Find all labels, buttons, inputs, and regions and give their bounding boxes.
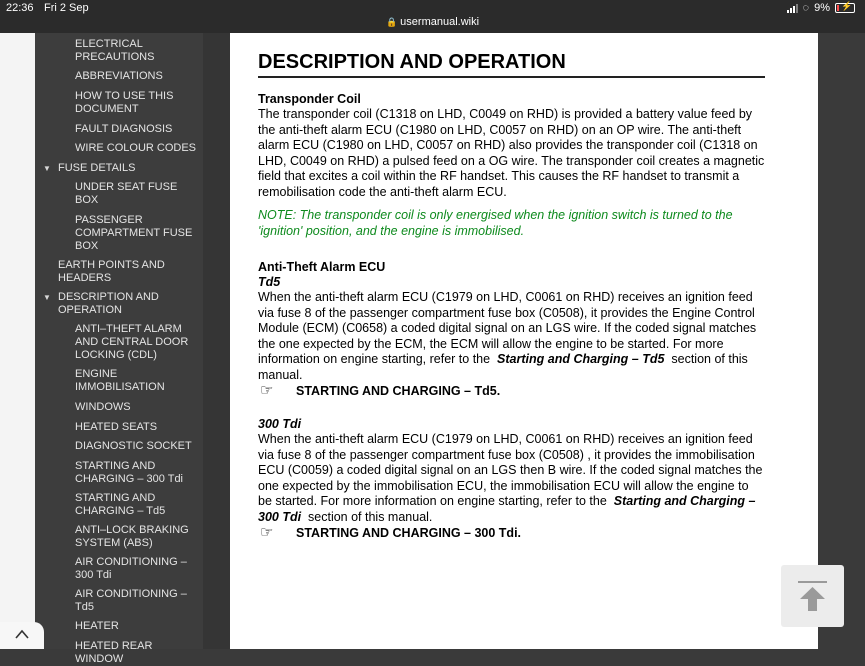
xref-label: STARTING AND CHARGING – 300 Tdi.	[296, 526, 522, 540]
status-indicators	[787, 2, 855, 14]
status-bar	[0, 0, 865, 33]
content-page[interactable]	[230, 33, 818, 649]
tdi-tail: section of this manual.	[308, 509, 433, 524]
toc-item-diagnostic-socket[interactable]: DIAGNOSTIC SOCKET	[75, 440, 192, 452]
link-starting-charging-td5[interactable]: Starting and Charging – Td5	[497, 352, 665, 366]
battery-percent: 9%	[814, 2, 830, 14]
transponder-note: NOTE: The transponder coil is only energised when the ignition switch is turned to the 'ignition' position, and the engine is immobilised.	[258, 208, 733, 238]
cellular-signal-icon	[787, 4, 798, 13]
pointing-hand-icon: ☞	[260, 382, 274, 399]
toc-item-abs[interactable]: ANTI–LOCK BRAKING SYSTEM (ABS)	[75, 524, 189, 549]
pointing-hand-icon: ☞	[260, 524, 274, 541]
sidebar-toc[interactable]	[35, 33, 203, 665]
address-bar[interactable]	[0, 16, 865, 28]
toc-item-air-conditioning-td5[interactable]: AIR CONDITIONING – Td5	[75, 588, 187, 613]
toc-item-starting-charging-300tdi[interactable]: STARTING AND CHARGING – 300 Tdi	[75, 460, 184, 485]
toc-item-under-seat-fuse-box[interactable]: UNDER SEAT FUSE BOX	[75, 181, 178, 206]
transponder-paragraph: The transponder coil (C1318 on LHD, C0049 on RHD) is provided a battery value feed by the anti-theft alarm ECU (C1980 on LHD, C0057 on RHD) on an OP wire. The anti-theft alarm ECU (C1980 on LHD, C0057 on RHD) also provides the transponder coil (C1318 on LHD, C0049 on RHD) a pulsed feed on a OG wire. The transponder coil creates a magnetic field that excites a coil within the RF handset. This causes the RF handset to transmit a remobilisation code the anti-theft alarm ECU.	[258, 107, 765, 199]
tdi-paragraph	[258, 432, 765, 525]
toc-item-anti-theft-alarm[interactable]: ANTI–THEFT ALARM AND CENTRAL DOOR LOCKING (CDL)	[75, 323, 189, 361]
subheading-td5: Td5	[258, 275, 281, 289]
sidebar-divider	[203, 33, 230, 649]
link-starting-charging-300tdi[interactable]: Starting and Charging – 300 Tdi	[258, 494, 756, 524]
article	[258, 51, 765, 541]
toc-item-abbreviations[interactable]: ABBREVIATIONS	[75, 70, 163, 82]
arrow-up-to-top-icon	[798, 581, 827, 611]
section-heading-transponder: Transponder Coil	[258, 92, 361, 106]
status-time: 22:36	[6, 2, 34, 14]
xref-starting-charging-td5[interactable]	[258, 383, 765, 399]
toc-item-fuse-details[interactable]	[35, 162, 203, 175]
page-title: DESCRIPTION AND OPERATION	[258, 51, 765, 78]
caret-down-icon[interactable]: ▼	[43, 164, 51, 173]
toc-item-description-operation[interactable]	[35, 291, 203, 317]
toc-item-heated-rear-window[interactable]: HEATED REAR WINDOW	[75, 640, 153, 665]
toc-item-starting-charging-td5[interactable]: STARTING AND CHARGING – Td5	[75, 492, 166, 517]
td5-paragraph	[258, 290, 765, 383]
toc-item-label: FUSE DETAILS	[58, 162, 136, 174]
toc-item-earth-points[interactable]: EARTH POINTS AND HEADERS	[58, 259, 165, 284]
wifi-icon: ◌	[802, 2, 810, 14]
toc-item-passenger-fuse-box[interactable]: PASSENGER COMPARTMENT FUSE BOX	[75, 214, 193, 252]
battery-icon: ⚡	[835, 3, 855, 13]
toc-item-fault-diagnosis[interactable]: FAULT DIAGNOSIS	[75, 123, 173, 135]
tdi-body: When the anti-theft alarm ECU (C1979 on LHD, C0061 on RHD) receives an ignition feed via fuse 8 of the passenger compartment fuse box (C0508) , it provides the immobilisation ECU (C0059) a coded digital signal on an LGS then B wire. If the coded signal matches the one expected by the immobilisation ECU, the immobilisation ECU will allow the engine to be started. For more information on engine starting, refer to the	[258, 432, 763, 508]
td5-body: When the anti-theft alarm ECU (C1979 on LHD, C0061 on RHD) receives an ignition feed via fuse 8 of the passenger compartment fuse box (C0508), it provides the Engine Control Module (ECM) (C0658) a coded digital signal on an LGS wire. If the coded signal matches the one expected by the ECM, the ECM will allow the engine to be started. For more information on engine starting, refer to the	[258, 290, 757, 366]
toc-item-air-conditioning-300tdi[interactable]: AIR CONDITIONING – 300 Tdi	[75, 556, 187, 581]
scroll-to-top-button[interactable]	[781, 565, 844, 627]
left-gutter	[0, 33, 35, 649]
expand-toolbar-button[interactable]	[0, 622, 44, 649]
status-date: Fri 2 Sep	[44, 2, 89, 14]
xref-label: STARTING AND CHARGING – Td5.	[296, 384, 501, 398]
toc-item-wire-colour-codes[interactable]: WIRE COLOUR CODES	[75, 142, 197, 154]
toc-item-label: DESCRIPTION AND OPERATION	[58, 291, 159, 316]
caret-down-icon[interactable]: ▼	[43, 293, 51, 302]
toc-item-electrical-precautions[interactable]: ELECTRICAL PRECAUTIONS	[75, 38, 155, 63]
address-url: usermanual.wiki	[400, 16, 480, 28]
subheading-300tdi: 300 Tdi	[258, 417, 302, 431]
toc-item-windows[interactable]: WINDOWS	[75, 401, 131, 413]
lock-icon: 🔒	[385, 17, 398, 27]
right-margin	[818, 33, 865, 649]
toc-item-heated-seats[interactable]: HEATED SEATS	[75, 421, 158, 433]
toc-list	[35, 38, 203, 666]
section-heading-ecu: Anti-Theft Alarm ECU	[258, 260, 386, 274]
toc-item-heater[interactable]: HEATER	[75, 620, 119, 632]
td5-tail: section of this manual.	[258, 352, 748, 382]
chevron-up-icon	[15, 629, 29, 639]
toc-item-engine-immobilisation[interactable]: ENGINE IMMOBILISATION	[75, 368, 165, 393]
xref-starting-charging-300tdi[interactable]	[258, 525, 765, 541]
toc-item-how-to-use[interactable]: HOW TO USE THIS DOCUMENT	[75, 90, 174, 115]
